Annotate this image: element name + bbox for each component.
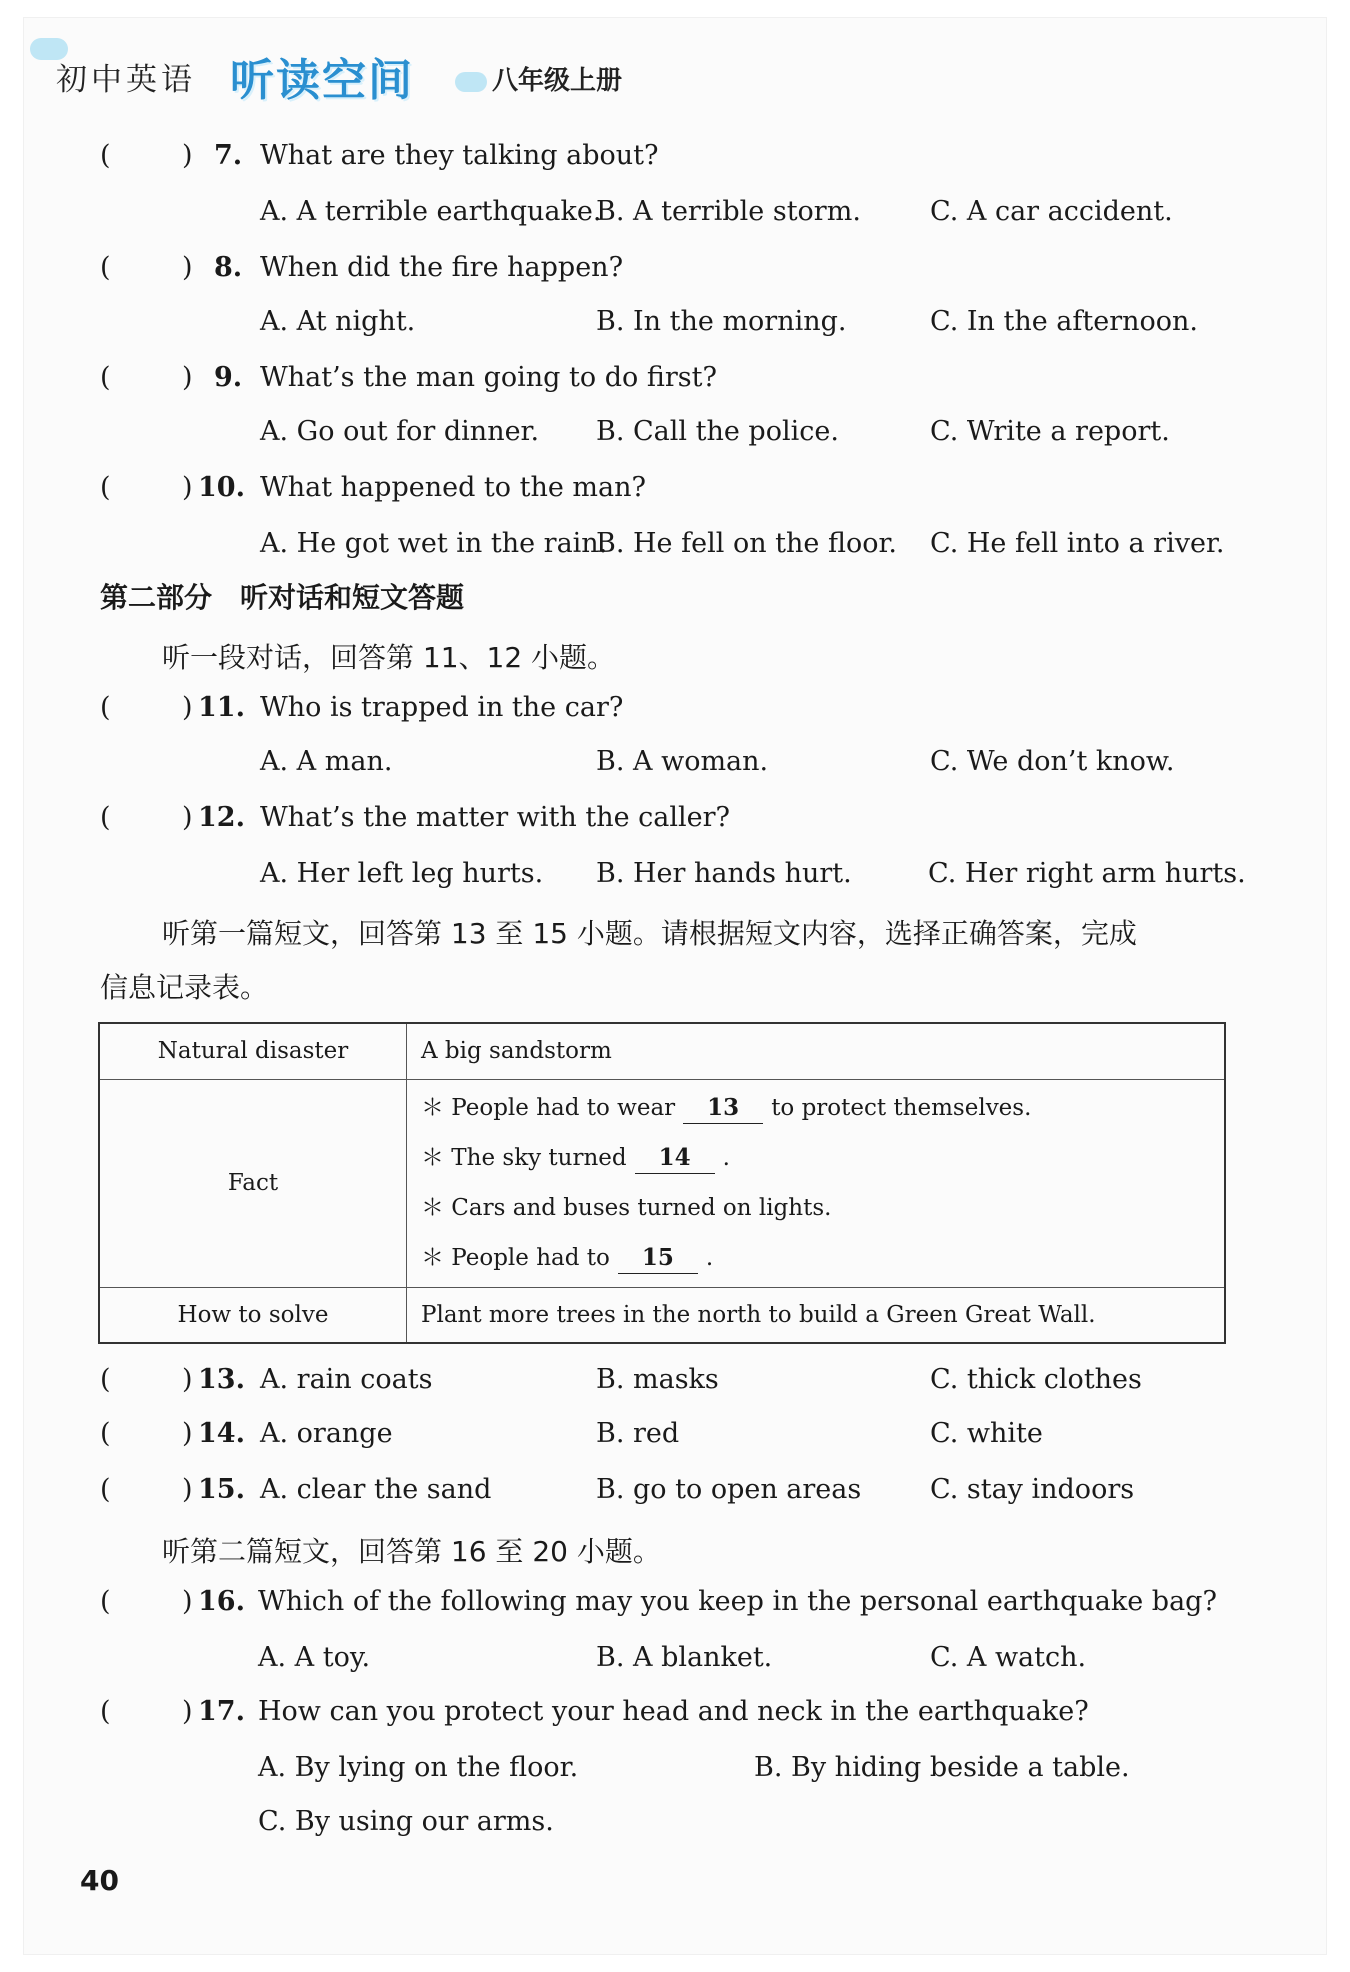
option-a: A. orange: [260, 1418, 393, 1449]
fact-item: ＊ Cars and buses turned on lights.: [421, 1195, 832, 1221]
answer-paren-open: (: [100, 1474, 111, 1505]
option-b: B. Her hands hurt.: [596, 858, 852, 889]
table-row: [99, 1079, 1225, 1287]
table-label-solve: How to solve: [99, 1287, 407, 1343]
question-text: What’s the matter with the caller?: [260, 802, 730, 833]
table-value-disaster: A big sandstorm: [407, 1023, 1226, 1079]
table-value-solve: Plant more trees in the north to build a Green Great Wall.: [407, 1287, 1226, 1343]
answer-paren-close: ): [182, 472, 193, 503]
answer-paren-close: ): [182, 1418, 193, 1449]
question-number: 13.: [198, 1364, 245, 1395]
question-number: 16.: [198, 1586, 245, 1617]
option-b: B. A terrible storm.: [596, 196, 861, 227]
question-text: When did the fire happen?: [260, 252, 624, 283]
answer-paren-close: ): [182, 692, 193, 723]
answer-paren-open: (: [100, 1586, 111, 1617]
question-number: 17.: [198, 1696, 245, 1727]
answer-paren-open: (: [100, 472, 111, 503]
option-c: C. He fell into a river.: [930, 528, 1225, 559]
answer-blank: 14: [635, 1143, 715, 1174]
option-b: B. By hiding beside a table.: [754, 1752, 1130, 1783]
table-row: [99, 1287, 1225, 1343]
question-number: 9.: [214, 362, 243, 393]
answer-paren-close: ): [182, 252, 193, 283]
option-c: C. Write a report.: [930, 416, 1170, 447]
answer-paren-open: (: [100, 1364, 111, 1395]
option-a: A. He got wet in the rain.: [260, 528, 608, 559]
option-b: B. masks: [596, 1364, 719, 1395]
answer-paren-open: (: [100, 802, 111, 833]
option-a: A. By lying on the floor.: [258, 1752, 579, 1783]
answer-paren-close: ): [182, 1474, 193, 1505]
question-number: 12.: [198, 802, 245, 833]
question-text: What’s the man going to do first?: [260, 362, 717, 393]
page-header: [30, 32, 730, 112]
answer-blank: 15: [618, 1243, 698, 1274]
answer-paren-close: ): [182, 362, 193, 393]
question-text: How can you protect your head and neck in the earthquake?: [258, 1696, 1089, 1727]
answer-blank: 13: [683, 1093, 763, 1124]
page-number: 40: [80, 1864, 119, 1897]
table-label-disaster: Natural disaster: [99, 1023, 407, 1079]
option-a: A. rain coats: [260, 1364, 433, 1395]
series-title: 初中英语: [56, 62, 196, 98]
option-c: C. A watch.: [930, 1642, 1087, 1673]
option-c: C. Her right arm hurts.: [928, 858, 1246, 889]
option-a: A. A terrible earthquake.: [260, 196, 602, 227]
option-a: A. A toy.: [258, 1642, 371, 1673]
fact-item: ＊ People had to wear 13 to protect themselves.: [421, 1083, 1223, 1133]
question-text: What are they talking about?: [260, 140, 659, 171]
answer-paren-open: (: [100, 1696, 111, 1727]
option-c: C. white: [930, 1418, 1043, 1449]
table-row: [99, 1023, 1225, 1079]
question-text: Who is trapped in the car?: [260, 692, 624, 723]
instruction-dialog: 听一段对话，回答第 11、12 小题。: [162, 641, 616, 674]
table-label-fact: Fact: [99, 1079, 407, 1287]
bubble-decoration-2: [455, 72, 487, 92]
option-a: A. Go out for dinner.: [260, 416, 540, 447]
grade-label: 八年级上册: [492, 66, 623, 96]
answer-paren-close: ): [182, 140, 193, 171]
question-number: 14.: [198, 1418, 245, 1449]
brand-logo: 听读空间: [230, 55, 414, 106]
instruction-passage1: 听第一篇短文，回答第 13 至 15 小题。请根据短文内容，选择正确答案，完成: [162, 917, 1137, 950]
option-c: C. stay indoors: [930, 1474, 1135, 1505]
question-number: 8.: [214, 252, 243, 283]
option-b: B. A blanket.: [596, 1642, 773, 1673]
option-c: C. A car accident.: [930, 196, 1173, 227]
option-c: C. In the afternoon.: [930, 306, 1198, 337]
question-number: 15.: [198, 1474, 245, 1505]
answer-paren-open: (: [100, 252, 111, 283]
answer-paren-close: ): [182, 802, 193, 833]
table-value-facts: [407, 1079, 1226, 1287]
option-a: A. clear the sand: [260, 1474, 492, 1505]
instruction-passage2: 听第二篇短文，回答第 16 至 20 小题。: [162, 1535, 661, 1568]
question-number: 10.: [198, 472, 245, 503]
answer-paren-close: ): [182, 1364, 193, 1395]
fact-item: ＊ The sky turned 14 .: [421, 1133, 1223, 1183]
answer-paren-open: (: [100, 692, 111, 723]
option-b: B. A woman.: [596, 746, 769, 777]
option-a: A. Her left leg hurts.: [260, 858, 544, 889]
option-b: B. Call the police.: [596, 416, 839, 447]
info-record-table: [98, 1022, 1226, 1344]
option-b: B. red: [596, 1418, 680, 1449]
fact-item: ＊ People had to 15 .: [421, 1233, 1223, 1283]
answer-paren-open: (: [100, 1418, 111, 1449]
option-c: C. thick clothes: [930, 1364, 1142, 1395]
answer-paren-close: ): [182, 1696, 193, 1727]
option-b: B. He fell on the floor.: [596, 528, 898, 559]
answer-paren-open: (: [100, 362, 111, 393]
option-c: C. By using our arms.: [258, 1806, 554, 1837]
question-text: Which of the following may you keep in the personal earthquake bag?: [258, 1586, 1217, 1617]
section-heading: 第二部分 听对话和短文答题: [100, 581, 465, 614]
answer-paren-open: (: [100, 140, 111, 171]
option-c: C. We don’t know.: [930, 746, 1175, 777]
question-text: What happened to the man?: [260, 472, 646, 503]
question-number: 11.: [198, 692, 245, 723]
instruction-passage1-cont: 信息记录表。: [100, 971, 269, 1004]
option-a: A. At night.: [260, 306, 416, 337]
option-b: B. go to open areas: [596, 1474, 862, 1505]
answer-paren-close: ): [182, 1586, 193, 1617]
option-b: B. In the morning.: [596, 306, 847, 337]
option-a: A. A man.: [260, 746, 393, 777]
question-number: 7.: [214, 140, 243, 171]
